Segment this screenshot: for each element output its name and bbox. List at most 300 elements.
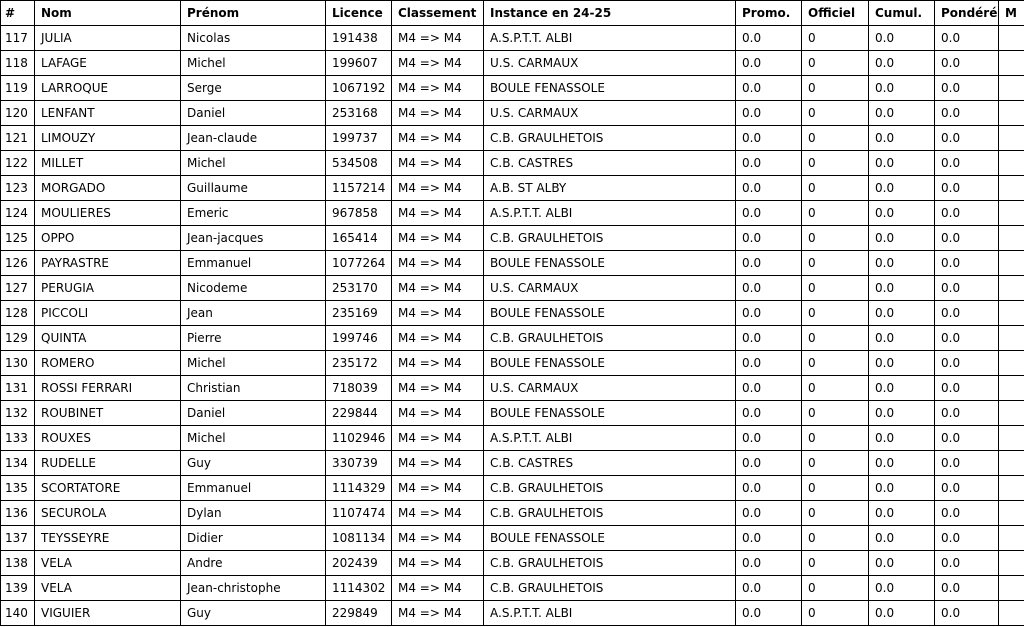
cell-officiel: 0 xyxy=(802,601,869,626)
cell-cumul: 0.0 xyxy=(869,401,935,426)
cell-index: 137 xyxy=(1,526,35,551)
cell-officiel: 0 xyxy=(802,551,869,576)
cell-nom: PERUGIA xyxy=(35,276,181,301)
cell-m xyxy=(999,226,1024,251)
cell-pondere: 0.0 xyxy=(935,301,999,326)
cell-licence: 967858 xyxy=(326,201,392,226)
cell-instance: BOULE FENASSOLE xyxy=(484,401,736,426)
cell-cumul: 0.0 xyxy=(869,76,935,101)
cell-officiel: 0 xyxy=(802,451,869,476)
cell-licence: 1081134 xyxy=(326,526,392,551)
cell-classement: M4 => M4 xyxy=(392,276,484,301)
cell-promo: 0.0 xyxy=(736,426,802,451)
cell-cumul: 0.0 xyxy=(869,276,935,301)
cell-pondere: 0.0 xyxy=(935,326,999,351)
cell-m xyxy=(999,501,1024,526)
cell-m xyxy=(999,126,1024,151)
cell-m xyxy=(999,276,1024,301)
cell-instance: A.B. ST ALBY xyxy=(484,176,736,201)
cell-licence: 229844 xyxy=(326,401,392,426)
cell-instance: C.B. GRAULHETOIS xyxy=(484,476,736,501)
cell-nom: ROMERO xyxy=(35,351,181,376)
cell-prenom: Daniel xyxy=(181,401,326,426)
table-header-row xyxy=(1,1,1024,26)
table-row xyxy=(1,576,1024,601)
column-header-officiel: Officiel xyxy=(802,1,869,26)
cell-instance: C.B. GRAULHETOIS xyxy=(484,126,736,151)
table-row xyxy=(1,551,1024,576)
cell-cumul: 0.0 xyxy=(869,576,935,601)
cell-pondere: 0.0 xyxy=(935,126,999,151)
cell-nom: LENFANT xyxy=(35,101,181,126)
cell-nom: MORGADO xyxy=(35,176,181,201)
cell-licence: 1114329 xyxy=(326,476,392,501)
cell-index: 130 xyxy=(1,351,35,376)
cell-nom: PICCOLI xyxy=(35,301,181,326)
cell-instance: C.B. CASTRES xyxy=(484,151,736,176)
cell-m xyxy=(999,26,1024,51)
cell-m xyxy=(999,76,1024,101)
cell-instance: C.B. GRAULHETOIS xyxy=(484,501,736,526)
cell-promo: 0.0 xyxy=(736,476,802,501)
cell-instance: BOULE FENASSOLE xyxy=(484,251,736,276)
cell-index: 135 xyxy=(1,476,35,501)
cell-index: 127 xyxy=(1,276,35,301)
cell-promo: 0.0 xyxy=(736,401,802,426)
table-row xyxy=(1,226,1024,251)
cell-promo: 0.0 xyxy=(736,301,802,326)
cell-classement: M4 => M4 xyxy=(392,151,484,176)
cell-promo: 0.0 xyxy=(736,201,802,226)
cell-index: 128 xyxy=(1,301,35,326)
cell-promo: 0.0 xyxy=(736,126,802,151)
cell-cumul: 0.0 xyxy=(869,476,935,501)
cell-licence: 1067192 xyxy=(326,76,392,101)
cell-m xyxy=(999,401,1024,426)
cell-index: 134 xyxy=(1,451,35,476)
cell-pondere: 0.0 xyxy=(935,576,999,601)
cell-index: 133 xyxy=(1,426,35,451)
cell-officiel: 0 xyxy=(802,326,869,351)
cell-prenom: Emeric xyxy=(181,201,326,226)
column-header-nom: Nom xyxy=(35,1,181,26)
cell-index: 122 xyxy=(1,151,35,176)
cell-cumul: 0.0 xyxy=(869,151,935,176)
cell-classement: M4 => M4 xyxy=(392,551,484,576)
cell-nom: VELA xyxy=(35,576,181,601)
cell-instance: A.S.P.T.T. ALBI xyxy=(484,201,736,226)
cell-promo: 0.0 xyxy=(736,601,802,626)
cell-officiel: 0 xyxy=(802,26,869,51)
table-row xyxy=(1,526,1024,551)
cell-classement: M4 => M4 xyxy=(392,26,484,51)
cell-nom: VELA xyxy=(35,551,181,576)
cell-officiel: 0 xyxy=(802,276,869,301)
table-row xyxy=(1,201,1024,226)
cell-pondere: 0.0 xyxy=(935,401,999,426)
column-header-cumul: Cumul. xyxy=(869,1,935,26)
column-header-m: M xyxy=(999,1,1024,26)
column-header-classement: Classement xyxy=(392,1,484,26)
cell-cumul: 0.0 xyxy=(869,426,935,451)
cell-nom: MOULIERES xyxy=(35,201,181,226)
cell-pondere: 0.0 xyxy=(935,351,999,376)
cell-classement: M4 => M4 xyxy=(392,51,484,76)
cell-officiel: 0 xyxy=(802,151,869,176)
cell-pondere: 0.0 xyxy=(935,526,999,551)
cell-cumul: 0.0 xyxy=(869,26,935,51)
cell-classement: M4 => M4 xyxy=(392,601,484,626)
cell-classement: M4 => M4 xyxy=(392,576,484,601)
cell-m xyxy=(999,151,1024,176)
cell-officiel: 0 xyxy=(802,201,869,226)
cell-classement: M4 => M4 xyxy=(392,176,484,201)
cell-officiel: 0 xyxy=(802,51,869,76)
cell-m xyxy=(999,601,1024,626)
cell-pondere: 0.0 xyxy=(935,276,999,301)
cell-m xyxy=(999,301,1024,326)
cell-cumul: 0.0 xyxy=(869,551,935,576)
cell-nom: ROSSI FERRARI xyxy=(35,376,181,401)
cell-nom: LIMOUZY xyxy=(35,126,181,151)
cell-cumul: 0.0 xyxy=(869,326,935,351)
cell-licence: 229849 xyxy=(326,601,392,626)
cell-officiel: 0 xyxy=(802,301,869,326)
cell-index: 129 xyxy=(1,326,35,351)
cell-officiel: 0 xyxy=(802,376,869,401)
cell-promo: 0.0 xyxy=(736,276,802,301)
cell-pondere: 0.0 xyxy=(935,26,999,51)
cell-prenom: Emmanuel xyxy=(181,476,326,501)
cell-instance: C.B. CASTRES xyxy=(484,451,736,476)
cell-prenom: Michel xyxy=(181,351,326,376)
table-row xyxy=(1,76,1024,101)
column-header-promo: Promo. xyxy=(736,1,802,26)
cell-index: 120 xyxy=(1,101,35,126)
cell-classement: M4 => M4 xyxy=(392,76,484,101)
cell-prenom: Christian xyxy=(181,376,326,401)
cell-nom: TEYSSEYRE xyxy=(35,526,181,551)
cell-prenom: Daniel xyxy=(181,101,326,126)
cell-officiel: 0 xyxy=(802,251,869,276)
cell-classement: M4 => M4 xyxy=(392,351,484,376)
cell-m xyxy=(999,526,1024,551)
cell-prenom: Nicolas xyxy=(181,26,326,51)
cell-cumul: 0.0 xyxy=(869,176,935,201)
cell-pondere: 0.0 xyxy=(935,501,999,526)
cell-licence: 1157214 xyxy=(326,176,392,201)
cell-prenom: Michel xyxy=(181,51,326,76)
cell-classement: M4 => M4 xyxy=(392,451,484,476)
cell-pondere: 0.0 xyxy=(935,451,999,476)
cell-classement: M4 => M4 xyxy=(392,426,484,451)
cell-nom: ROUXES xyxy=(35,426,181,451)
cell-instance: A.S.P.T.T. ALBI xyxy=(484,26,736,51)
cell-pondere: 0.0 xyxy=(935,251,999,276)
cell-classement: M4 => M4 xyxy=(392,326,484,351)
cell-cumul: 0.0 xyxy=(869,351,935,376)
cell-m xyxy=(999,576,1024,601)
cell-index: 124 xyxy=(1,201,35,226)
cell-index: 140 xyxy=(1,601,35,626)
cell-prenom: Jean-jacques xyxy=(181,226,326,251)
cell-classement: M4 => M4 xyxy=(392,376,484,401)
cell-licence: 235172 xyxy=(326,351,392,376)
cell-index: 118 xyxy=(1,51,35,76)
cell-officiel: 0 xyxy=(802,176,869,201)
cell-classement: M4 => M4 xyxy=(392,501,484,526)
cell-promo: 0.0 xyxy=(736,551,802,576)
cell-licence: 235169 xyxy=(326,301,392,326)
cell-m xyxy=(999,201,1024,226)
cell-instance: C.B. GRAULHETOIS xyxy=(484,551,736,576)
cell-licence: 165414 xyxy=(326,226,392,251)
table-row xyxy=(1,276,1024,301)
cell-licence: 718039 xyxy=(326,376,392,401)
cell-classement: M4 => M4 xyxy=(392,201,484,226)
cell-classement: M4 => M4 xyxy=(392,476,484,501)
cell-classement: M4 => M4 xyxy=(392,251,484,276)
cell-pondere: 0.0 xyxy=(935,601,999,626)
cell-nom: LAFAGE xyxy=(35,51,181,76)
cell-cumul: 0.0 xyxy=(869,501,935,526)
cell-licence: 253168 xyxy=(326,101,392,126)
cell-promo: 0.0 xyxy=(736,26,802,51)
cell-index: 136 xyxy=(1,501,35,526)
cell-officiel: 0 xyxy=(802,501,869,526)
cell-promo: 0.0 xyxy=(736,176,802,201)
cell-officiel: 0 xyxy=(802,226,869,251)
cell-prenom: Jean xyxy=(181,301,326,326)
cell-prenom: Andre xyxy=(181,551,326,576)
cell-promo: 0.0 xyxy=(736,76,802,101)
cell-instance: C.B. GRAULHETOIS xyxy=(484,326,736,351)
cell-instance: A.S.P.T.T. ALBI xyxy=(484,601,736,626)
table-row xyxy=(1,176,1024,201)
cell-index: 119 xyxy=(1,76,35,101)
cell-prenom: Michel xyxy=(181,151,326,176)
cell-pondere: 0.0 xyxy=(935,426,999,451)
cell-promo: 0.0 xyxy=(736,351,802,376)
cell-promo: 0.0 xyxy=(736,151,802,176)
table-row xyxy=(1,301,1024,326)
cell-instance: BOULE FENASSOLE xyxy=(484,351,736,376)
cell-index: 139 xyxy=(1,576,35,601)
cell-m xyxy=(999,176,1024,201)
cell-officiel: 0 xyxy=(802,576,869,601)
cell-index: 125 xyxy=(1,226,35,251)
cell-cumul: 0.0 xyxy=(869,376,935,401)
cell-classement: M4 => M4 xyxy=(392,301,484,326)
cell-cumul: 0.0 xyxy=(869,201,935,226)
column-header-pondere: Pondéré xyxy=(935,1,999,26)
table-row xyxy=(1,26,1024,51)
cell-officiel: 0 xyxy=(802,76,869,101)
cell-pondere: 0.0 xyxy=(935,201,999,226)
cell-licence: 191438 xyxy=(326,26,392,51)
cell-licence: 199607 xyxy=(326,51,392,76)
table-row xyxy=(1,601,1024,626)
cell-promo: 0.0 xyxy=(736,526,802,551)
cell-prenom: Guillaume xyxy=(181,176,326,201)
cell-pondere: 0.0 xyxy=(935,101,999,126)
cell-prenom: Nicodeme xyxy=(181,276,326,301)
cell-cumul: 0.0 xyxy=(869,126,935,151)
cell-pondere: 0.0 xyxy=(935,476,999,501)
cell-officiel: 0 xyxy=(802,126,869,151)
table-row xyxy=(1,451,1024,476)
cell-officiel: 0 xyxy=(802,426,869,451)
cell-promo: 0.0 xyxy=(736,451,802,476)
cell-instance: C.B. GRAULHETOIS xyxy=(484,576,736,601)
table-row xyxy=(1,51,1024,76)
cell-m xyxy=(999,101,1024,126)
cell-promo: 0.0 xyxy=(736,226,802,251)
cell-prenom: Pierre xyxy=(181,326,326,351)
table-row xyxy=(1,151,1024,176)
table-row xyxy=(1,101,1024,126)
cell-nom: OPPO xyxy=(35,226,181,251)
cell-licence: 253170 xyxy=(326,276,392,301)
cell-m xyxy=(999,476,1024,501)
cell-officiel: 0 xyxy=(802,526,869,551)
cell-promo: 0.0 xyxy=(736,251,802,276)
cell-prenom: Didier xyxy=(181,526,326,551)
cell-pondere: 0.0 xyxy=(935,151,999,176)
table-row xyxy=(1,476,1024,501)
cell-licence: 1102946 xyxy=(326,426,392,451)
column-header-index: # xyxy=(1,1,35,26)
cell-prenom: Jean-christophe xyxy=(181,576,326,601)
cell-promo: 0.0 xyxy=(736,326,802,351)
column-header-instance: Instance en 24-25 xyxy=(484,1,736,26)
cell-m xyxy=(999,551,1024,576)
table-row xyxy=(1,251,1024,276)
cell-pondere: 0.0 xyxy=(935,551,999,576)
cell-prenom: Guy xyxy=(181,601,326,626)
cell-officiel: 0 xyxy=(802,101,869,126)
cell-nom: JULIA xyxy=(35,26,181,51)
cell-nom: RUDELLE xyxy=(35,451,181,476)
cell-cumul: 0.0 xyxy=(869,226,935,251)
cell-officiel: 0 xyxy=(802,351,869,376)
table-row xyxy=(1,351,1024,376)
cell-m xyxy=(999,51,1024,76)
cell-instance: A.S.P.T.T. ALBI xyxy=(484,426,736,451)
cell-prenom: Michel xyxy=(181,426,326,451)
cell-promo: 0.0 xyxy=(736,51,802,76)
table-row xyxy=(1,501,1024,526)
table-row xyxy=(1,326,1024,351)
cell-cumul: 0.0 xyxy=(869,601,935,626)
cell-prenom: Emmanuel xyxy=(181,251,326,276)
column-header-licence: Licence xyxy=(326,1,392,26)
cell-index: 117 xyxy=(1,26,35,51)
cell-m xyxy=(999,251,1024,276)
cell-nom: VIGUIER xyxy=(35,601,181,626)
cell-instance: BOULE FENASSOLE xyxy=(484,526,736,551)
cell-instance: BOULE FENASSOLE xyxy=(484,301,736,326)
cell-prenom: Dylan xyxy=(181,501,326,526)
cell-cumul: 0.0 xyxy=(869,51,935,76)
cell-licence: 199746 xyxy=(326,326,392,351)
cell-licence: 199737 xyxy=(326,126,392,151)
cell-instance: U.S. CARMAUX xyxy=(484,51,736,76)
cell-licence: 534508 xyxy=(326,151,392,176)
cell-prenom: Jean-claude xyxy=(181,126,326,151)
cell-pondere: 0.0 xyxy=(935,76,999,101)
cell-officiel: 0 xyxy=(802,476,869,501)
cell-prenom: Guy xyxy=(181,451,326,476)
cell-index: 131 xyxy=(1,376,35,401)
cell-cumul: 0.0 xyxy=(869,526,935,551)
cell-licence: 1114302 xyxy=(326,576,392,601)
cell-index: 126 xyxy=(1,251,35,276)
table-row xyxy=(1,126,1024,151)
cell-nom: QUINTA xyxy=(35,326,181,351)
cell-instance: U.S. CARMAUX xyxy=(484,376,736,401)
cell-instance: U.S. CARMAUX xyxy=(484,276,736,301)
cell-prenom: Serge xyxy=(181,76,326,101)
cell-m xyxy=(999,376,1024,401)
cell-m xyxy=(999,451,1024,476)
cell-cumul: 0.0 xyxy=(869,251,935,276)
cell-index: 121 xyxy=(1,126,35,151)
cell-cumul: 0.0 xyxy=(869,301,935,326)
table-row xyxy=(1,401,1024,426)
cell-index: 132 xyxy=(1,401,35,426)
cell-promo: 0.0 xyxy=(736,501,802,526)
cell-promo: 0.0 xyxy=(736,101,802,126)
cell-nom: SECUROLA xyxy=(35,501,181,526)
cell-m xyxy=(999,351,1024,376)
cell-index: 123 xyxy=(1,176,35,201)
cell-cumul: 0.0 xyxy=(869,101,935,126)
cell-promo: 0.0 xyxy=(736,376,802,401)
cell-classement: M4 => M4 xyxy=(392,226,484,251)
cell-nom: SCORTATORE xyxy=(35,476,181,501)
cell-instance: C.B. GRAULHETOIS xyxy=(484,226,736,251)
cell-promo: 0.0 xyxy=(736,576,802,601)
cell-pondere: 0.0 xyxy=(935,226,999,251)
cell-officiel: 0 xyxy=(802,401,869,426)
cell-cumul: 0.0 xyxy=(869,451,935,476)
cell-index: 138 xyxy=(1,551,35,576)
cell-licence: 1077264 xyxy=(326,251,392,276)
table-body xyxy=(1,26,1024,626)
cell-classement: M4 => M4 xyxy=(392,126,484,151)
cell-instance: BOULE FENASSOLE xyxy=(484,76,736,101)
cell-licence: 202439 xyxy=(326,551,392,576)
cell-classement: M4 => M4 xyxy=(392,526,484,551)
cell-classement: M4 => M4 xyxy=(392,101,484,126)
cell-licence: 1107474 xyxy=(326,501,392,526)
cell-licence: 330739 xyxy=(326,451,392,476)
cell-nom: LARROQUE xyxy=(35,76,181,101)
cell-m xyxy=(999,426,1024,451)
column-header-prenom: Prénom xyxy=(181,1,326,26)
table-row xyxy=(1,376,1024,401)
cell-pondere: 0.0 xyxy=(935,51,999,76)
cell-pondere: 0.0 xyxy=(935,176,999,201)
cell-m xyxy=(999,326,1024,351)
cell-nom: PAYRASTRE xyxy=(35,251,181,276)
table-row xyxy=(1,426,1024,451)
cell-nom: MILLET xyxy=(35,151,181,176)
cell-pondere: 0.0 xyxy=(935,376,999,401)
cell-nom: ROUBINET xyxy=(35,401,181,426)
cell-instance: U.S. CARMAUX xyxy=(484,101,736,126)
